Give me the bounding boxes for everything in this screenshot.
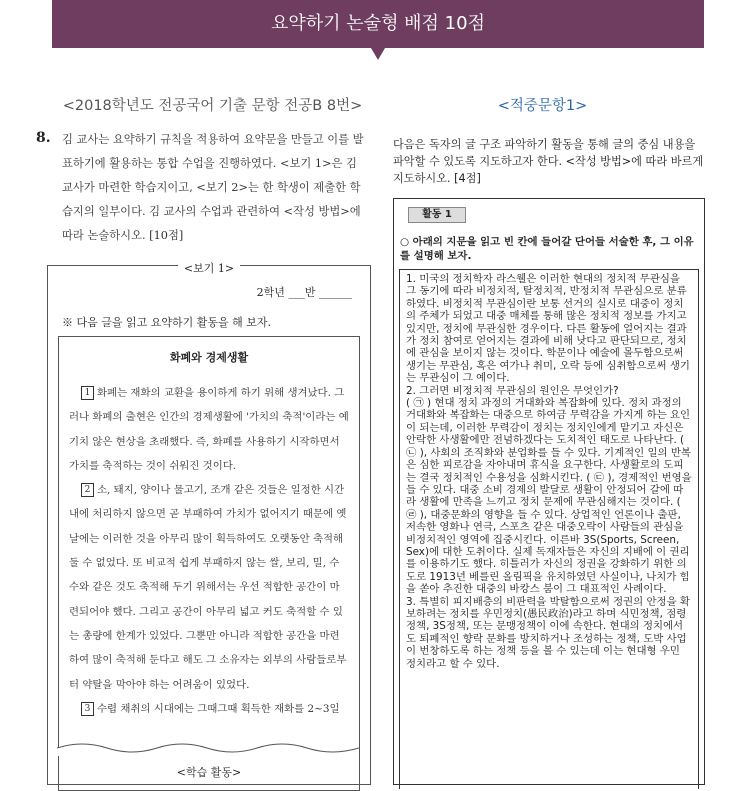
paragraph-text: 화폐는 재화의 교환을 용이하게 하기 위해 생겨났다. 그러나 화폐의 출현은 인간의 경제생활에 '가치의 축적'이라는 예기치 않은 현상을 초래했다. 즉, 화폐를 사용하기 시작하면서 가치를 축적하는 것이 쉬워진 것이다.	[69, 387, 349, 472]
box1-title: <보기 1>	[178, 262, 240, 275]
question-text: 김 교사는 요약하기 규칙을 적용하여 요약문을 만들고 이를 발표하기에 활용하는 통합 수업을 진행하였다. <보기 1>은 김 교사가 마련한 학습지이고, <보기 2>는 한 학생이 제출한 학습지의 일부이다. 김 교사의 수업과 관련하여 <작성 방법>에 따라 논술하시오. [10점]	[62, 133, 364, 242]
activity-instruction: ○ 아래의 지문을 읽고 빈 칸에 들어갈 단어들 서술한 후, 그 이유를 설명해 보자.	[400, 236, 694, 262]
activity-tag: 활동 1	[408, 207, 466, 223]
left-section-title: <2018학년도 전공국어 기출 문항 전공B 8번>	[62, 98, 363, 114]
activity-box	[393, 198, 705, 785]
right-question-text: 다음은 독자의 글 구조 파악하기 활동을 통해 글의 중심 내용을 파악할 수 있도록 지도하고자 한다. <작성 방법>에 따라 바르게 지도하시오. [4점]	[393, 138, 704, 185]
article-box	[58, 336, 360, 791]
paragraph-number: 2	[81, 483, 94, 497]
paragraph-2	[69, 478, 349, 697]
paragraph-number: 3	[81, 702, 94, 716]
paragraph-3	[69, 697, 349, 721]
article-title: 화폐와 경제생활	[169, 351, 249, 364]
paragraph-text: 소, 돼지, 양이나 물고기, 조개 같은 것들은 일정한 시간 내에 처리하지 않으면 곧 부패하여 가치가 없어지기 때문에 옛날에는 이러한 것을 아무리 많이 획득하여도 오랫동안 축적해 둘 수 없었다. 또 비교적 쉽게 부패하지 않는 쌀, 보리, 밀, 수수와 같은 것도 축적해 두기 위해서는 우선 적합한 공간이 마련되어야 했다. 그리고 공간이 아무리 넓고 커도 축적할 수 있는 총량에 한계가 있었다. 그뿐만 아니라 적합한 공간을 마련하여 많이 축적해 둔다고 해도 그 소유자는 외부의 사람들로부터 약탈을 막아야 하는 어려움이 있었다.	[69, 484, 347, 691]
learning-activity-label: <학습 활동>	[176, 766, 242, 779]
example-box-1	[47, 262, 371, 785]
grade-line: 2학년 ___반 ______	[256, 286, 352, 299]
passage-paragraph-3: ( ㉠ ) 현대 정치 과정의 거대화와 복잡화에 있다. 정치 과정의 거대화와 복잡화는 대중으로 하여금 무력감을 가지게 하는 요인이 되는데, 이러한 무력감이 정치는 정치인에게 맡기고 자신은 안락한 사생활에만 전념하겠다는 도치적인 태도로 나타난다. ( ㉡ ), 사회의 조직화와 분업화를 들 수 있다. 기계적인 일의 반복은 심한 피로감을 자아내며 휴식을 요구한다. 사생활로의 도피는 결국 정치적인 수용성을 심화시킨다. ( ㉢ ), 경제적인 번영을 들 수 있다. 대중 소비 경제의 발달로 생활이 안정되어 갈에 따라 생활에 만족을 느끼고 정치 문제에 무관심해지는 것이다. ( ㉣ ), 대중문화의 영향을 들 수 있다. 상업적인 언론이나 출판, 저속한 영화나 연극, 스포츠 같은 대중오락이 사람들의 관심을 비정치적인 영역에 집중시킨다. 이른바 3S(Sports, Screen, Sex)에 대한 도취이다. 실제 독재자들은 자신의 지배에 이 권리를 이용하기도 했다. 히틀러가 자신의 정권을 강화하기 위한 의도로 1913년 베를린 올림픽을 유치하였던 사실이나, 나치가 힘을 쏟아 추진한 대중의 바캉스 붐이 그 대표적인 사례이다.	[406, 397, 692, 596]
banner-arrow-icon	[371, 48, 385, 60]
paragraph-text: 수렵 채취의 시대에는 그때그때 획득한 재화를 2~3일	[97, 702, 340, 715]
passage-box	[399, 269, 699, 789]
title-banner	[52, 0, 704, 48]
passage-paragraph-4: 3. 특별히 피지배층의 비판력을 박탈함으로써 정권의 안정을 확보하려는 정치를 우민정치(愚民政治)라고 하며 식민정책, 점령정책, 3S정책, 또는 문맹정책이 이에 속한다. 현대의 정치에서도 퇴폐적인 향락 문화를 방치하거나 조성하는 정책, 도박 사업이 번창하도록 하는 정책 등을 볼 수 있는데 이는 현대형 우민 정치라고 할 수 있다.	[406, 595, 690, 670]
instruction: ※ 다음 글을 읽고 요약하기 활동을 해 보자.	[62, 316, 271, 329]
passage-paragraph-1: 1. 미국의 정치학자 라스웰은 이러한 현대의 정치적 무관심을 그 동기에 따라 비정치적, 탈정치적, 반정치적 무관심으로 분류하였다. 비정치적 무관심이란 보통 선거의 실시로 대중이 정치의 주체가 되었고 대중 매체를 통해 많은 정치적 정보를 가지고 있지만, 정치에 무관심한 경우이다. 다른 활동에 얼어지는 결과가 정치 참여로 얻어지는 결과에 비해 낫다고 판단되므로, 정치에 관심을 보이지 않는 것이다. 학문이나 예술에 몰두함으로써 생기는 무관심, 혹은 여가나 취미, 오락 등에 심취함으로써 생기는 무관심이 그 예이다.	[406, 273, 690, 385]
banner-title: 요약하기 논술형 배점 10점	[271, 13, 485, 34]
passage-paragraph-2: 2. 그러면 비정치적 무관심의 원인은 무엇인가?	[406, 384, 619, 397]
right-section-title: <적중문항1>	[497, 98, 588, 114]
paragraph-1	[69, 381, 349, 478]
article-body	[59, 365, 359, 721]
paragraph-number: 1	[81, 386, 94, 400]
torn-edge-icon	[57, 740, 359, 756]
question-number: 8.	[36, 130, 51, 146]
